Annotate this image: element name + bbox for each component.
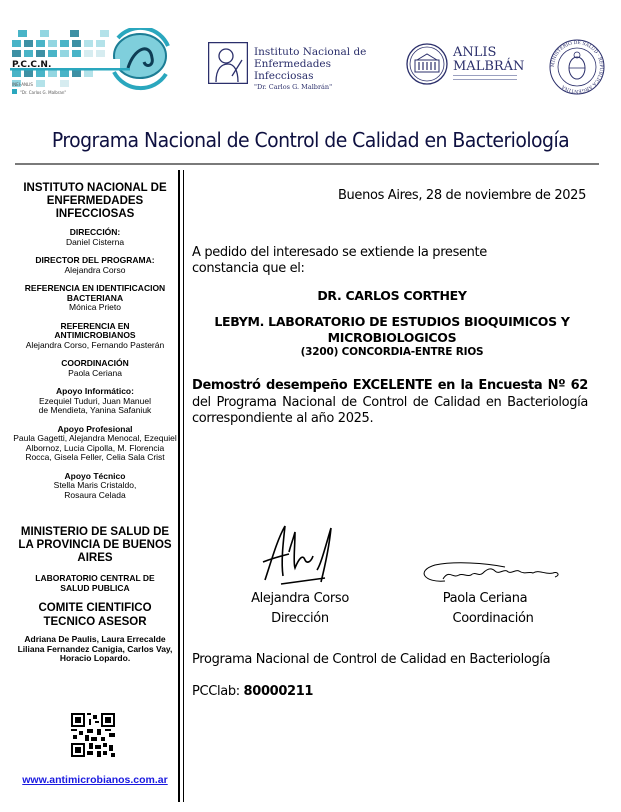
pcclab-label: PCClab: [192,684,244,699]
seal-text: MINISTERIO DE SALUD · REPÚBLICA ARGENTINA [550,40,604,94]
sidebar-value-tecnico: Stella Maris Cristaldo, Rosaura Celada [53,480,137,500]
page-title: Programa Nacional de Control de Calidad en Bacteriología [51,128,570,152]
letter-intro: A pedido del interesado se extiende la presente constancia que el: [192,245,487,276]
qr-code[interactable] [71,713,115,757]
ministerio-seal [548,38,606,96]
footer-program: Programa Nacional de Control de Calidad en Bacteriología [192,652,551,667]
sidebar-heading-direccion: DIRECCIÓN: [69,227,121,237]
result-rest: del Programa Nacional de Control de Calidad en Bacteriología correspondiente al año 2025. [192,394,588,426]
title-divider [15,163,599,165]
signatory-role-1: Dirección [271,611,329,626]
sidebar-heading-tecnico: Apoyo Técnico [64,470,126,481]
signatory-role-2: Coordinación [452,611,534,626]
pcclab-value: 80000211 [243,684,314,699]
sidebar-heading-identificacion: REFERENCIA EN IDENTIFICACION BACTERIANA [24,283,166,303]
signature-corso [255,522,345,588]
pcclab-id [192,684,313,699]
sidebar [12,182,178,664]
sidebar-ministry: MINISTERIO DE SALUD DE LA PROVINCIA DE BUENOS AIRES [18,526,172,564]
inei-emblem-icon [208,42,248,84]
sidebar-value-antimicrobianos: Alejandra Corso, Fernando Pasterán [25,339,165,350]
recipient-laboratory: LEBYM. LABORATORIO DE ESTUDIOS BIOQUIMICOS Y MICROBIOLOGICOS [214,314,570,345]
anlis-line1: ANLIS [453,45,497,60]
sidebar-value-informatico: Ezequiel Tuduri, Juan Manuel de Mendieta, Yanina Safaniuk [38,395,152,415]
signatory-name-1: Alejandra Corso [251,591,349,606]
pccn-org: INEI-ANLIS [12,82,33,87]
anlis-logo [405,42,525,87]
recipient-city: (3200) CONCORDIA-ENTRE RIOS [300,346,484,358]
sidebar-divider-right [183,170,185,802]
anlis-tagline [453,75,517,80]
sidebar-value-direccion: Daniel Cisterna [65,236,125,247]
pccn-subtitle: "Dr. Carlos G. Malbran" [20,90,67,95]
inei-logo [208,42,388,91]
recipient-name: DR. CARLOS CORTHEY [317,288,467,303]
pccn-logo [10,28,175,96]
sidebar-heading-informatico: Apoyo Informático: [56,386,134,396]
sidebar-heading-antimicrobianos: REFERENCIA EN ANTIMICROBIANOS [54,320,136,340]
inei-line1: Instituto Nacional de [254,46,367,58]
sidebar-lab: LABORATORIO CENTRAL DE SALUD PUBLICA [35,573,155,593]
result-bold: Demostró desempeño EXCELENTE en la Encuesta Nº 62 [192,378,588,393]
sidebar-value-director: Alejandra Corso [64,264,126,275]
sidebar-heading-profesional: Apoyo Profesional [57,423,133,434]
sidebar-committee-members: Adriana De Paulis, Laura Errecalde Liliana Fernandez Canigia, Carlos Vay, Horacio Lopardo. [17,634,173,663]
sidebar-committee: COMITE CIENTIFICO TECNICO ASESOR [38,602,152,628]
inei-line3: "Dr. Carlos G. Malbrán" [254,83,333,91]
signature-ceriana [415,557,565,587]
result-statement [192,378,588,428]
letter-date: Buenos Aires, 28 de noviembre de 2025 [337,188,586,203]
sidebar-institute: INSTITUTO NACIONAL DE ENFERMEDADES INFECCIOSAS [23,182,167,220]
anlis-building-icon [405,42,449,86]
sidebar-value-coordinacion: Paola Ceriana [68,367,122,378]
pccn-acronym: P.C.C.N. [12,60,52,70]
sidebar-heading-director: DIRECTOR DEL PROGRAMA: [35,255,155,265]
sidebar-value-profesional: Paula Gagetti, Alejandra Menocal, Ezequiel Albornoz, Lucia Cipolla, M. Florencia Rocca, Gisela Feller, Celia Sala Crist [13,433,177,462]
anlis-line2: MALBRÁN [453,59,525,74]
website-link[interactable]: www.antimicrobianos.com.ar [22,774,168,786]
inei-line2: Enfermedades Infecciosas [254,58,332,82]
sidebar-heading-coordinacion: COORDINACIÓN [61,358,129,368]
sidebar-divider-left [178,170,180,802]
sidebar-value-identificacion: Mónica Prieto [69,302,121,312]
signatory-name-2: Paola Ceriana [442,591,528,606]
